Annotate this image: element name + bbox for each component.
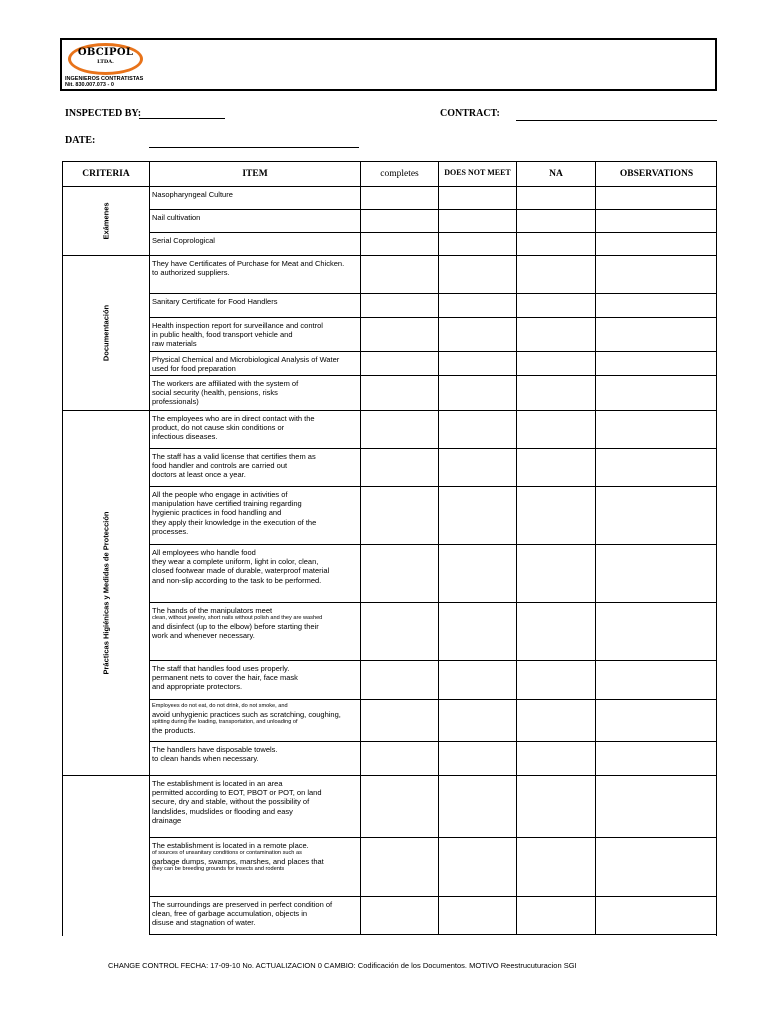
item-text-line: landslides, mudslides or flooding and easy [152,806,293,816]
inspection-table [62,161,717,936]
criteria-label: Documentación [101,304,111,362]
observations-cell[interactable] [596,376,717,410]
criteria-section [63,187,150,256]
does-not-meet-cell[interactable] [439,545,517,602]
item-cell [150,487,361,544]
contract-field[interactable] [516,120,717,121]
does-not-meet-cell[interactable] [439,661,517,699]
item-text-line: of sources of unsanitary conditions or contamination such as [152,850,302,857]
item-text-line: drainage [152,815,182,825]
completes-cell[interactable] [361,256,439,293]
completes-cell[interactable] [361,838,439,896]
item-cell [150,352,361,375]
table-row [150,187,717,210]
does-not-meet-cell[interactable] [439,700,517,741]
inspected-by-label: INSPECTED BY: [65,108,142,119]
item-text-line: infectious diseases. [152,432,218,442]
table-row [150,449,717,487]
does-not-meet-cell[interactable] [439,411,517,448]
table-row [150,661,717,700]
item-cell [150,318,361,351]
company-logo [62,40,154,90]
table-row [150,742,717,776]
completes-cell[interactable] [361,210,439,232]
observations-cell[interactable] [596,742,717,775]
item-cell [150,897,361,934]
completes-cell[interactable] [361,776,439,837]
item-text-line: permitted according to EOT, PBOT or POT, on land [152,788,322,798]
does-not-meet-cell[interactable] [439,449,517,486]
item-text-line: Nail cultivation [152,213,201,222]
item-cell [150,233,361,255]
item-text-line: used for food preparation [152,364,236,374]
item-text-line: Serial Coprological [152,236,215,245]
column-header-na: NA [517,162,596,187]
table-row [150,700,717,742]
item-text-line: avoid unhygienic practices such as scratching, coughing, [152,710,341,719]
table-row [150,838,717,897]
item-cell [150,838,361,896]
na-cell[interactable] [517,897,596,934]
item-text-line: manipulation have certified training regarding [152,499,302,509]
observations-cell[interactable] [596,838,717,896]
does-not-meet-cell[interactable] [439,318,517,351]
observations-cell[interactable] [596,449,717,486]
completes-cell[interactable] [361,603,439,660]
na-cell[interactable] [517,352,596,375]
table-row [150,376,717,411]
item-cell [150,776,361,837]
item-text-line: Sanitary Certificate for Food Handlers [152,297,278,306]
completes-cell[interactable] [361,897,439,934]
item-text-line: secure, dry and stable, without the possibility of [152,797,310,807]
completes-cell[interactable] [361,487,439,544]
item-text-line: the products. [152,726,196,736]
table-row [150,487,717,545]
observations-cell[interactable] [596,603,717,660]
item-text-line: they can be breeding grounds for insects and rodents [152,866,285,873]
criteria-label: Prácticas Higiénicas y Medidas de Protección [101,511,111,675]
does-not-meet-cell[interactable] [439,187,517,209]
item-text-line: processes. [152,526,189,536]
item-text-line: The staff that handles food uses properly. [152,664,290,673]
item-cell [150,256,361,293]
does-not-meet-cell[interactable] [439,294,517,317]
does-not-meet-cell[interactable] [439,487,517,544]
criteria-section [63,411,150,776]
item-text-line: hygienic practices in food handling and [152,508,282,518]
item-text-line: doctors at least once a year. [152,470,246,480]
item-cell [150,376,361,410]
item-cell [150,603,361,660]
item-text-line: The employees who are in direct contact with the [152,414,315,423]
table-row [150,545,717,603]
na-cell[interactable] [517,661,596,699]
contract-label: CONTRACT: [440,108,500,119]
item-cell [150,661,361,699]
na-cell[interactable] [517,233,596,255]
completes-cell[interactable] [361,742,439,775]
date-field[interactable] [149,147,359,148]
item-text-line: The handlers have disposable towels. [152,745,278,754]
item-text-line: raw materials [152,339,197,349]
item-text-line: and appropriate protectors. [152,682,243,692]
item-text-line: garbage dumps, swamps, marshes, and places that [152,857,324,867]
item-text-line: they wear a complete uniform, light in color, clean, [152,557,319,567]
na-cell[interactable] [517,603,596,660]
item-text-line: clean, without jewelry, short nails without polish and they are washed [152,615,323,622]
completes-cell[interactable] [361,449,439,486]
item-text-line: food handler and controls are carried out [152,461,288,471]
na-cell[interactable] [517,742,596,775]
item-text-line: to clean hands when necessary. [152,754,259,764]
criteria-section [63,256,150,411]
does-not-meet-cell[interactable] [439,742,517,775]
column-header-item: ITEM [150,162,361,187]
item-cell [150,449,361,486]
completes-cell[interactable] [361,352,439,375]
observations-cell[interactable] [596,256,717,293]
completes-cell[interactable] [361,294,439,317]
completes-cell[interactable] [361,233,439,255]
na-cell[interactable] [517,776,596,837]
observations-cell[interactable] [596,210,717,232]
column-header-completes: completes [361,162,439,187]
na-cell[interactable] [517,545,596,602]
criteria-section [63,776,150,935]
item-text-line: and non-slip according to the task to be performed. [152,575,322,585]
na-cell[interactable] [517,318,596,351]
observations-cell[interactable] [596,897,717,934]
item-text-line: The surroundings are preserved in perfect condition of [152,900,333,909]
does-not-meet-cell[interactable] [439,256,517,293]
does-not-meet-cell[interactable] [439,376,517,410]
observations-cell[interactable] [596,661,717,699]
does-not-meet-cell[interactable] [439,352,517,375]
na-cell[interactable] [517,700,596,741]
item-cell [150,545,361,602]
observations-cell[interactable] [596,411,717,448]
observations-cell[interactable] [596,294,717,317]
item-text-line: work and whenever necessary. [152,631,255,641]
item-text-line: social security (health, pensions, risks [152,388,278,398]
completes-cell[interactable] [361,661,439,699]
completes-cell[interactable] [361,411,439,448]
observations-cell[interactable] [596,352,717,375]
observations-cell[interactable] [596,318,717,351]
item-cell [150,294,361,317]
item-text-line: spitting during the loading, transportation, and unloading of [152,719,298,726]
column-header-does-not-meet: DOES NOT MEET [439,162,517,187]
logo-nit: Nit. 830.007.073 - 0 [65,82,114,88]
item-text-line: All employees who handle food [152,548,256,557]
does-not-meet-cell[interactable] [439,897,517,934]
does-not-meet-cell[interactable] [439,603,517,660]
item-text-line: closed footwear made of durable, waterproof material [152,566,330,576]
item-cell [150,700,361,741]
observations-cell[interactable] [596,776,717,837]
completes-cell[interactable] [361,187,439,209]
logo-tagline: INGENIEROS CONTRATISTAS [65,76,144,82]
na-cell[interactable] [517,449,596,486]
na-cell[interactable] [517,838,596,896]
logo-name: OBCIPOL [77,47,134,58]
date-label: DATE: [65,135,96,146]
na-cell[interactable] [517,294,596,317]
item-text-line: professionals) [152,397,199,407]
does-not-meet-cell[interactable] [439,838,517,896]
table-row [150,411,717,449]
table-row [150,233,717,256]
item-text-line: Employees do not eat, do not drink, do not smoke, and [152,703,288,709]
na-cell[interactable] [517,376,596,410]
does-not-meet-cell[interactable] [439,776,517,837]
item-text-line: The establishment is located in an area [152,779,283,788]
column-header-observations: OBSERVATIONS [596,162,717,187]
item-cell [150,187,361,209]
observations-cell[interactable] [596,233,717,255]
table-row [150,210,717,233]
table-row [150,318,717,352]
completes-cell[interactable] [361,318,439,351]
criteria-label: Exámenes [101,202,111,240]
na-cell[interactable] [517,256,596,293]
observations-cell[interactable] [596,487,717,544]
item-text-line: They have Certificates of Purchase for Meat and Chicken. [152,259,345,268]
item-text-line: clean, free of garbage accumulation, objects in [152,909,308,919]
item-text-line: The workers are affiliated with the system of [152,379,299,388]
na-cell[interactable] [517,411,596,448]
observations-cell[interactable] [596,700,717,741]
item-text-line: The staff has a valid license that certifies them as [152,452,316,461]
item-text-line: permanent nets to cover the hair, face mask [152,673,298,683]
does-not-meet-cell[interactable] [439,233,517,255]
observations-cell[interactable] [596,545,717,602]
table-row [150,897,717,935]
completes-cell[interactable] [361,376,439,410]
table-row [150,294,717,318]
item-text-line: in public health, food transport vehicle and [152,330,293,340]
column-header-criteria: CRITERIA [63,162,150,187]
table-row [150,603,717,661]
na-cell[interactable] [517,487,596,544]
item-cell [150,210,361,232]
completes-cell[interactable] [361,545,439,602]
change-control-footer: CHANGE CONTROL FECHA: 17-09-10 No. ACTUALIZACION 0 CAMBIO: Codificación de los Documentos. MOTIVO Reestrucuturacion SGI [108,961,577,970]
item-text-line: disuse and stagnation of water. [152,918,256,928]
table-row [150,352,717,376]
item-cell [150,742,361,775]
table-row [150,256,717,294]
does-not-meet-cell[interactable] [439,210,517,232]
inspected-by-field[interactable] [139,118,225,119]
item-text-line: Physical Chemical and Microbiological Analysis of Water [152,355,340,364]
observations-cell[interactable] [596,187,717,209]
item-text-line: The establishment is located in a remote place. [152,841,309,850]
item-text-line: product, do not cause skin conditions or [152,423,285,433]
item-text-line: and disinfect (up to the elbow) before starting their [152,622,319,632]
logo-sub: LTDA. [97,59,114,65]
table-row [150,776,717,838]
na-cell[interactable] [517,187,596,209]
item-text-line: to authorized suppliers. [152,268,230,278]
item-text-line: Nasopharyngeal Culture [152,190,233,199]
item-text-line: The hands of the manipulators meet [152,606,273,615]
item-text-line: All the people who engage in activities of [152,490,288,499]
completes-cell[interactable] [361,700,439,741]
item-text-line: they apply their knowledge in the execution of the [152,517,317,527]
item-cell [150,411,361,448]
item-text-line: Health inspection report for surveillance and control [152,321,323,330]
document-header [60,38,717,91]
na-cell[interactable] [517,210,596,232]
